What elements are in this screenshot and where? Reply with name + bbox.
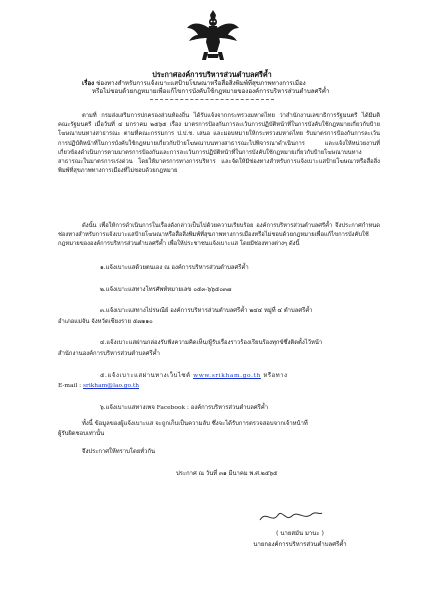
- channel-3-line-2: อำเภอแม่จัน จังหวัดเชียงราย ๕๗๑๑๐: [58, 319, 153, 325]
- garuda-emblem-icon: [186, 8, 240, 64]
- subject-text-1: ช่องทางสำหรับการแจ้งเบาะแสป้ายโฆษณาหรือสื่อสิ่งพิมพ์ที่สุขภาพทางการเมือง: [96, 80, 306, 87]
- email-link[interactable]: srikham@lao.go.th: [83, 383, 140, 389]
- email-label: E-mail :: [58, 383, 82, 389]
- channel-1: ๑.แจ้งเบาะแสด้วยตนเอง ณ องค์การบริหารส่วนตำบลศรีค้ำ: [100, 265, 249, 271]
- signer-title: นายกองค์การบริหารส่วนตำบลศรีค้ำ: [253, 541, 347, 548]
- channel-4-line-1: ๔.แจ้งเบาะแสผ่านกล่องรับฟังความคิดเห็น/ผู้รับเรื่องราวร้องเรียนร้องทุกข์ซึ่งติดตั้งไว้หน้า: [100, 340, 323, 346]
- confidentiality-note-1: ทั้งนี้ ข้อมูลของผู้แจ้งเบาะแส จะถูกเก็บเป็นความลับ ซึ่งจะได้รับการตรวจสอบจากเจ้าหน้าที่: [82, 421, 308, 427]
- confidentiality-note-2: ผู้รับผิดชอบเท่านั้น: [58, 431, 105, 437]
- signer-name: ( นายสมัน มานะ ): [276, 530, 324, 537]
- channel-2: ๒.แจ้งเบาะแสทางโทรศัพท์หมายเลข ๐๕๓-๖๖๕๐๓๗: [100, 287, 232, 293]
- announcement-date: ประกาศ ณ วันที่ ๓๑ มีนาคม พ.ศ.๒๕๖๕: [176, 471, 278, 477]
- channel-4-line-2: สำนักงานองค์การบริหารส่วนตำบลศรีค้ำ: [58, 351, 160, 357]
- subject-label: เรื่อง: [82, 80, 95, 87]
- signature-mark: [256, 506, 326, 526]
- channel-3-line-1: ๓.แจ้งเบาะแสทางไปรษณีย์ องค์การบริหารส่วนตำบลศรีค้ำ ๒๔๔ หมู่ที่ ๔ ตำบลศรีค้ำ: [100, 308, 313, 314]
- divider: [150, 99, 274, 100]
- announcement-line: จึงประกาศให้ทราบโดยทั่วกัน: [82, 449, 156, 455]
- body-paragraph-2: ดังนั้น เพื่อให้การดำเนินการในเรื่องดังกล่าวเป็นไปด้วยความเรียบร้อย องค์การบริหารส่วนตำบลศรีค้ำ จึงประกาศกำหนดช่องทางสำหรับการแจ้งเบาะแสป้ายโฆษณาหรือสื่อสิ่งพิมพ์ที่สุขภาพทางการเมืองหรือไม่ชอบด้วยกฎหมายเพื่อแก้ไขการบังคับใช้กฎหมายขององค์การบริหารส่วนตำบลศรีค้ำ เพื่อให้ประชาชนแจ้งเบาะแส โดยมีช่องทางต่างๆ ดังนี้: [58, 223, 380, 248]
- subject-text-2: หรือไม่ชอบด้วยกฎหมายเพื่อแก้ไขการบังคับใช้กฎหมายขององค์การบริหารส่วนตำบลศรีค้ำ: [92, 88, 330, 95]
- channel-5-suffix: หรือทาง: [263, 373, 288, 379]
- channel-5-label: ๕.แจ้งเบาะแสผ่านทางเว็บไซต์: [100, 373, 191, 379]
- website-link[interactable]: www.srikham.go.th: [193, 373, 261, 379]
- channel-6: ๖.แจ้งเบาะแสทางเพจ Facebook : องค์การบริหารส่วนตำบลศรีค้ำ: [100, 405, 269, 411]
- body-paragraph-1: ตามที่ กรมส่งเสริมการปกครองส่วนท้องถิ่น ได้รับแจ้งจากกระทรวงมหาดไทย ว่าสำนักงานเลขาธิการรัฐมนตรี ได้มีมติคณะรัฐมนตรี เมื่อวันที่ ๔ มกราคม ๒๕๖๕ เรื่อง มาตรการป้องกันการละเว้นการปฏิบัติหน้าที่ในการบังคับใช้กฎหมายเกี่ยวกับป้ายโฆษณาบนทางสาธารณะ ตามที่คณะกรรมการ ป.ป.ช. เสนอ และมอบหมายให้กระทรวงมหาดไทย รับมาตรการป้องกันการละเว้นการปฏิบัติหน้าที่ในการบังคับใช้กฎหมายเกี่ยวกับป้ายโฆษณาบนทางสาธารณะไปพิจารณาดำเนินการ และแจ้งให้หน่วยงานที่เกี่ยวข้องดำเนินการตามมาตรการป้องกันและการละเว้นการปฏิบัติหน้าที่ในการบังคับใช้กฎหมายเกี่ยวกับป้ายโฆษณาบนทางสาธารณะในมาตรการเร่งด่วน โดยให้มาตรการทางการบริหาร และจัดให้มีช่องทางสำหรับการแจ้งเบาะแสป้ายโฆษณาหรือสื่อสิ่งพิมพ์ที่สุขภาพทางการเมืองที่ไม่ชอบด้วยกฎหมาย: [58, 113, 380, 175]
- channel-5-line-1: [100, 372, 390, 381]
- page-title: ประกาศองค์การบริหารส่วนตำบลศรีค้ำ: [152, 70, 272, 79]
- channel-5-line-2: [58, 382, 348, 391]
